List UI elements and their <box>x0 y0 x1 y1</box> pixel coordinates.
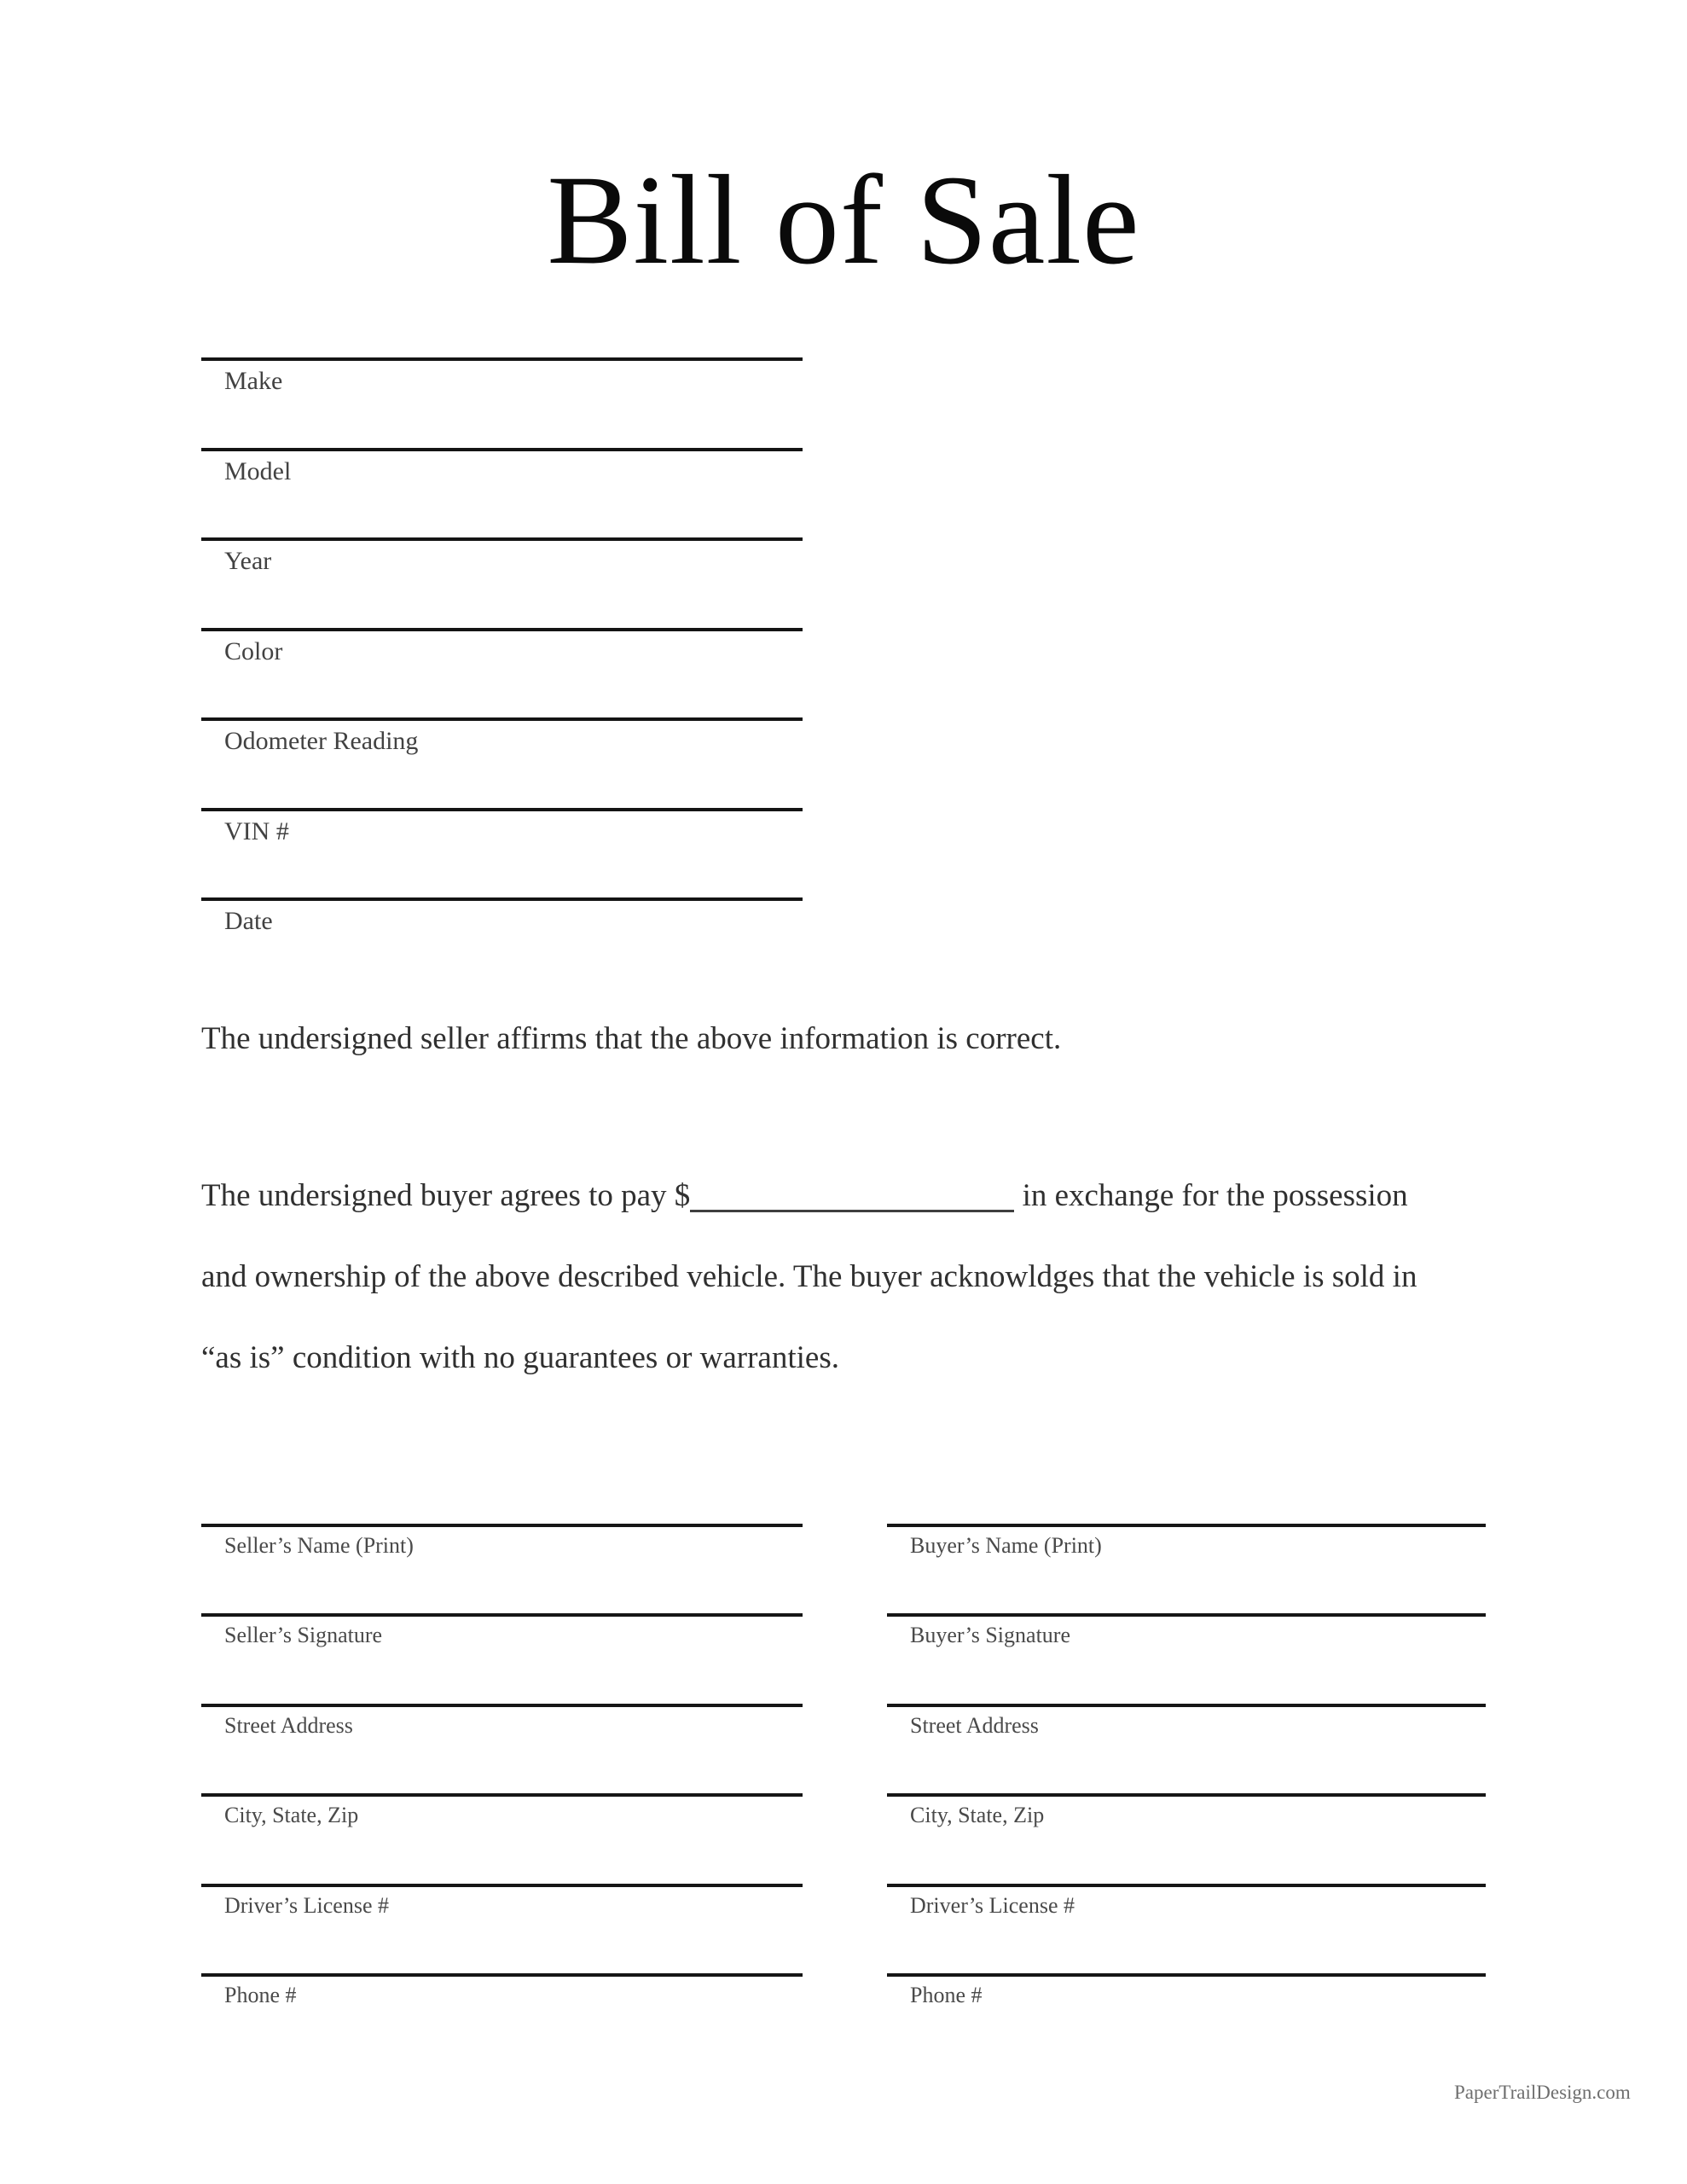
field-label-color: Color <box>224 637 283 665</box>
vehicle-field-model <box>201 448 803 488</box>
seller-field-street-address <box>201 1704 803 1740</box>
buyer-signature-label: Buyer’s Signature <box>910 1623 1070 1647</box>
buyer-agreement-prefix: The undersigned buyer agrees to pay $ <box>201 1178 691 1213</box>
vehicle-field-date <box>201 897 803 938</box>
buyer-agreement-line-1 <box>201 1155 1408 1236</box>
buyer-drivers-license-label: Driver’s License # <box>910 1893 1075 1918</box>
buyer-agreement-suffix: in exchange for the possession <box>1014 1178 1408 1213</box>
field-label-odometer: Odometer Reading <box>224 727 419 755</box>
buyer-name-label: Buyer’s Name (Print) <box>910 1533 1102 1558</box>
buyer-phone-label: Phone # <box>910 1983 983 2007</box>
vehicle-field-odometer <box>201 717 803 758</box>
buyer-field-street-address <box>887 1704 1486 1740</box>
field-label-year: Year <box>224 547 272 575</box>
seller-affirmation-text: The undersigned seller affirms that the above information is correct. <box>201 1021 1062 1056</box>
vehicle-field-color <box>201 628 803 668</box>
seller-phone-label: Phone # <box>224 1983 297 2007</box>
footer-brand: PaperTrailDesign.com <box>1454 2082 1631 2103</box>
buyer-street-address-label: Street Address <box>910 1713 1039 1738</box>
buyer-field-name <box>887 1524 1486 1560</box>
buyer-field-drivers-license <box>887 1884 1486 1920</box>
vehicle-field-make <box>201 357 803 398</box>
buyer-city-state-zip-label: City, State, Zip <box>910 1803 1045 1827</box>
buyer-agreement-line-3 <box>201 1317 839 1398</box>
seller-affirmation-paragraph <box>201 998 1061 1079</box>
buyer-field-city-state-zip <box>887 1793 1486 1830</box>
seller-city-state-zip-label: City, State, Zip <box>224 1803 359 1827</box>
buyer-field-signature <box>887 1613 1486 1650</box>
seller-field-city-state-zip <box>201 1793 803 1830</box>
field-label-model: Model <box>224 457 292 485</box>
buyer-field-phone <box>887 1973 1486 2010</box>
seller-street-address-label: Street Address <box>224 1713 353 1738</box>
page-title: Bill of Sale <box>547 149 1140 291</box>
buyer-agreement-line3-text: “as is” condition with no guarantees or warranties. <box>201 1340 839 1375</box>
buyer-agreement-line2-text: and ownership of the above described vehicle. The buyer acknowldges that the vehicle is sold in <box>201 1259 1417 1294</box>
seller-drivers-license-label: Driver’s License # <box>224 1893 390 1918</box>
field-label-make: Make <box>224 367 283 395</box>
vehicle-field-vin <box>201 808 803 848</box>
seller-field-signature <box>201 1613 803 1650</box>
amount-blank-line <box>690 1198 1014 1212</box>
field-label-date: Date <box>224 907 273 935</box>
seller-name-label: Seller’s Name (Print) <box>224 1533 414 1558</box>
vehicle-field-year <box>201 537 803 578</box>
seller-field-drivers-license <box>201 1884 803 1920</box>
buyer-agreement-line-2 <box>201 1236 1417 1317</box>
field-label-vin: VIN # <box>224 817 289 845</box>
seller-signature-label: Seller’s Signature <box>224 1623 383 1647</box>
seller-field-phone <box>201 1973 803 2010</box>
seller-field-name <box>201 1524 803 1560</box>
